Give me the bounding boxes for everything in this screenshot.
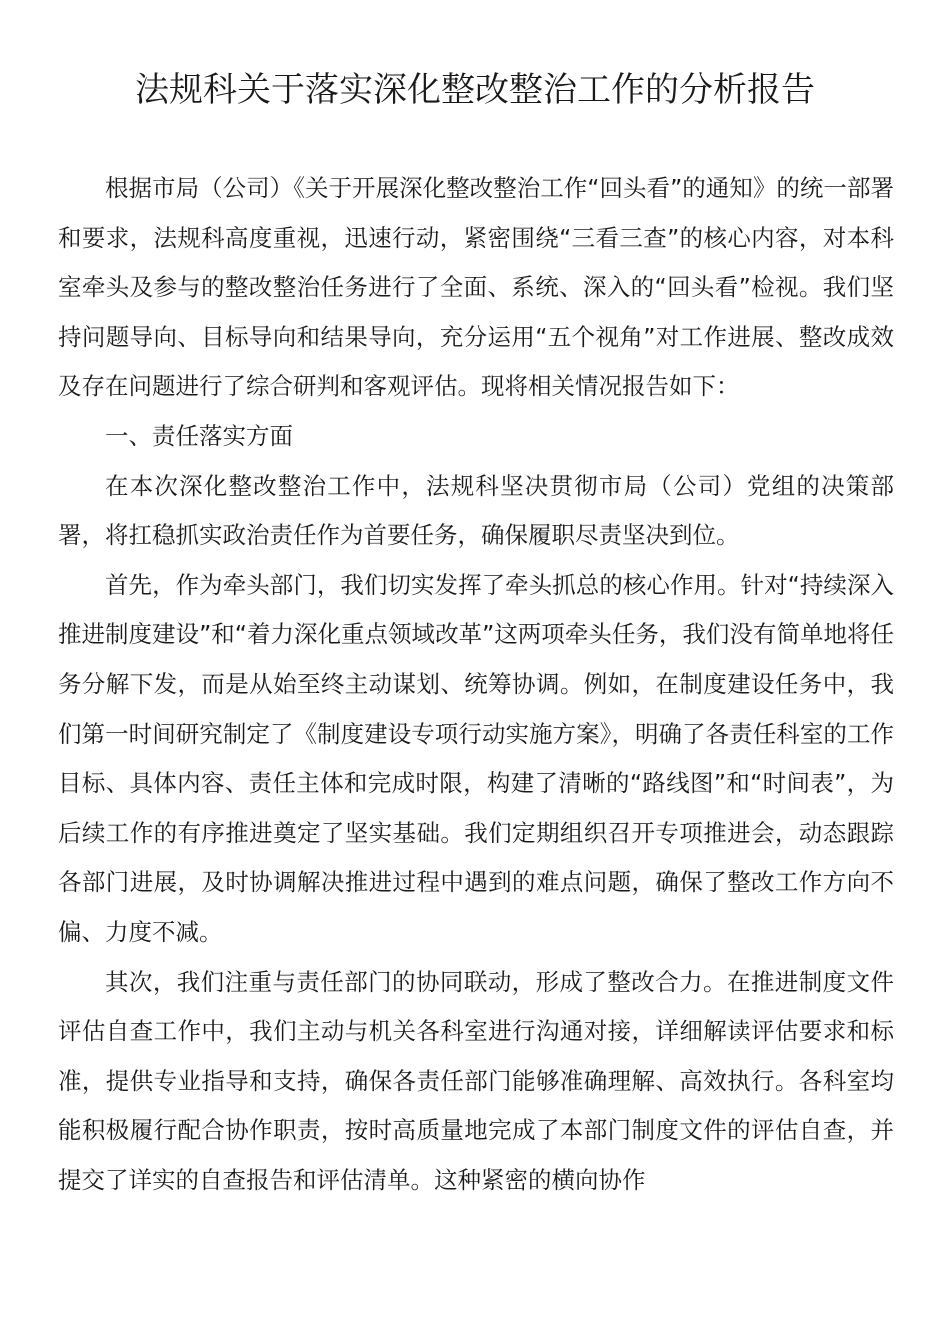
paragraph-coordination: 其次，我们注重与责任部门的协同联动，形成了整改合力。在推进制度文件评估自查工作中，我们主动与机关各科室进行沟通对接，详细解读评估要求和标准，提供专业指导和支持，确保各责任部门能够准确理解、高效执行。各科室均能积极履行配合协作职责，按时高质量地完成了本部门制度文件的评估自查，并提交了详实的自查报告和评估清单。这种紧密的横向协作 — [58, 967, 894, 1194]
paragraph-intro: 根据市局（公司）《关于开展深化整改整治工作“回头看”的通知》的统一部署和要求，法规科高度重视，迅速行动，紧密围绕“三看三查”的核心内容，对本科室牵头及参与的整改整治任务进行了全面、系统、深入的“回头看”检视。我们坚持问题导向、目标导向和结果导向，充分运用“五个视角”对工作进展、整改成效及存在问题进行了综合研判和客观评估。现将相关情况报告如下： — [58, 174, 894, 401]
paragraph-lead-department-role: 首先，作为牵头部门，我们切实发挥了牵头抓总的核心作用。针对“持续深入推进制度建设”和“着力深化重点领域改革”这两项牵头任务，我们没有简单地将任务分解下发，而是从始至终主动谋划、统筹协调。例如，在制度建设任务中，我们第一时间研究制定了《制度建设专项行动实施方案》，明确了各责任科室的工作目标、具体内容、责任主体和完成时限，构建了清晰的“路线图”和“时间表”，为后续工作的有序推进奠定了坚实基础。我们定期组织召开专项推进会，动态跟踪各部门进展，及时协调解决推进过程中遇到的难点问题，确保了整改工作方向不偏、力度不减。 — [58, 570, 894, 946]
section-heading-responsibility: 一、责任落实方面 — [105, 421, 293, 450]
document-body — [58, 164, 894, 1205]
document-title: 法规科关于落实深化整改整治工作的分析报告 — [135, 70, 815, 110]
paragraph-responsibility-overview: 在本次深化整改整治工作中，法规科坚决贯彻市局（公司）党组的决策部署，将扛稳抓实政治责任作为首要任务，确保履职尽责坚决到位。 — [58, 471, 894, 550]
